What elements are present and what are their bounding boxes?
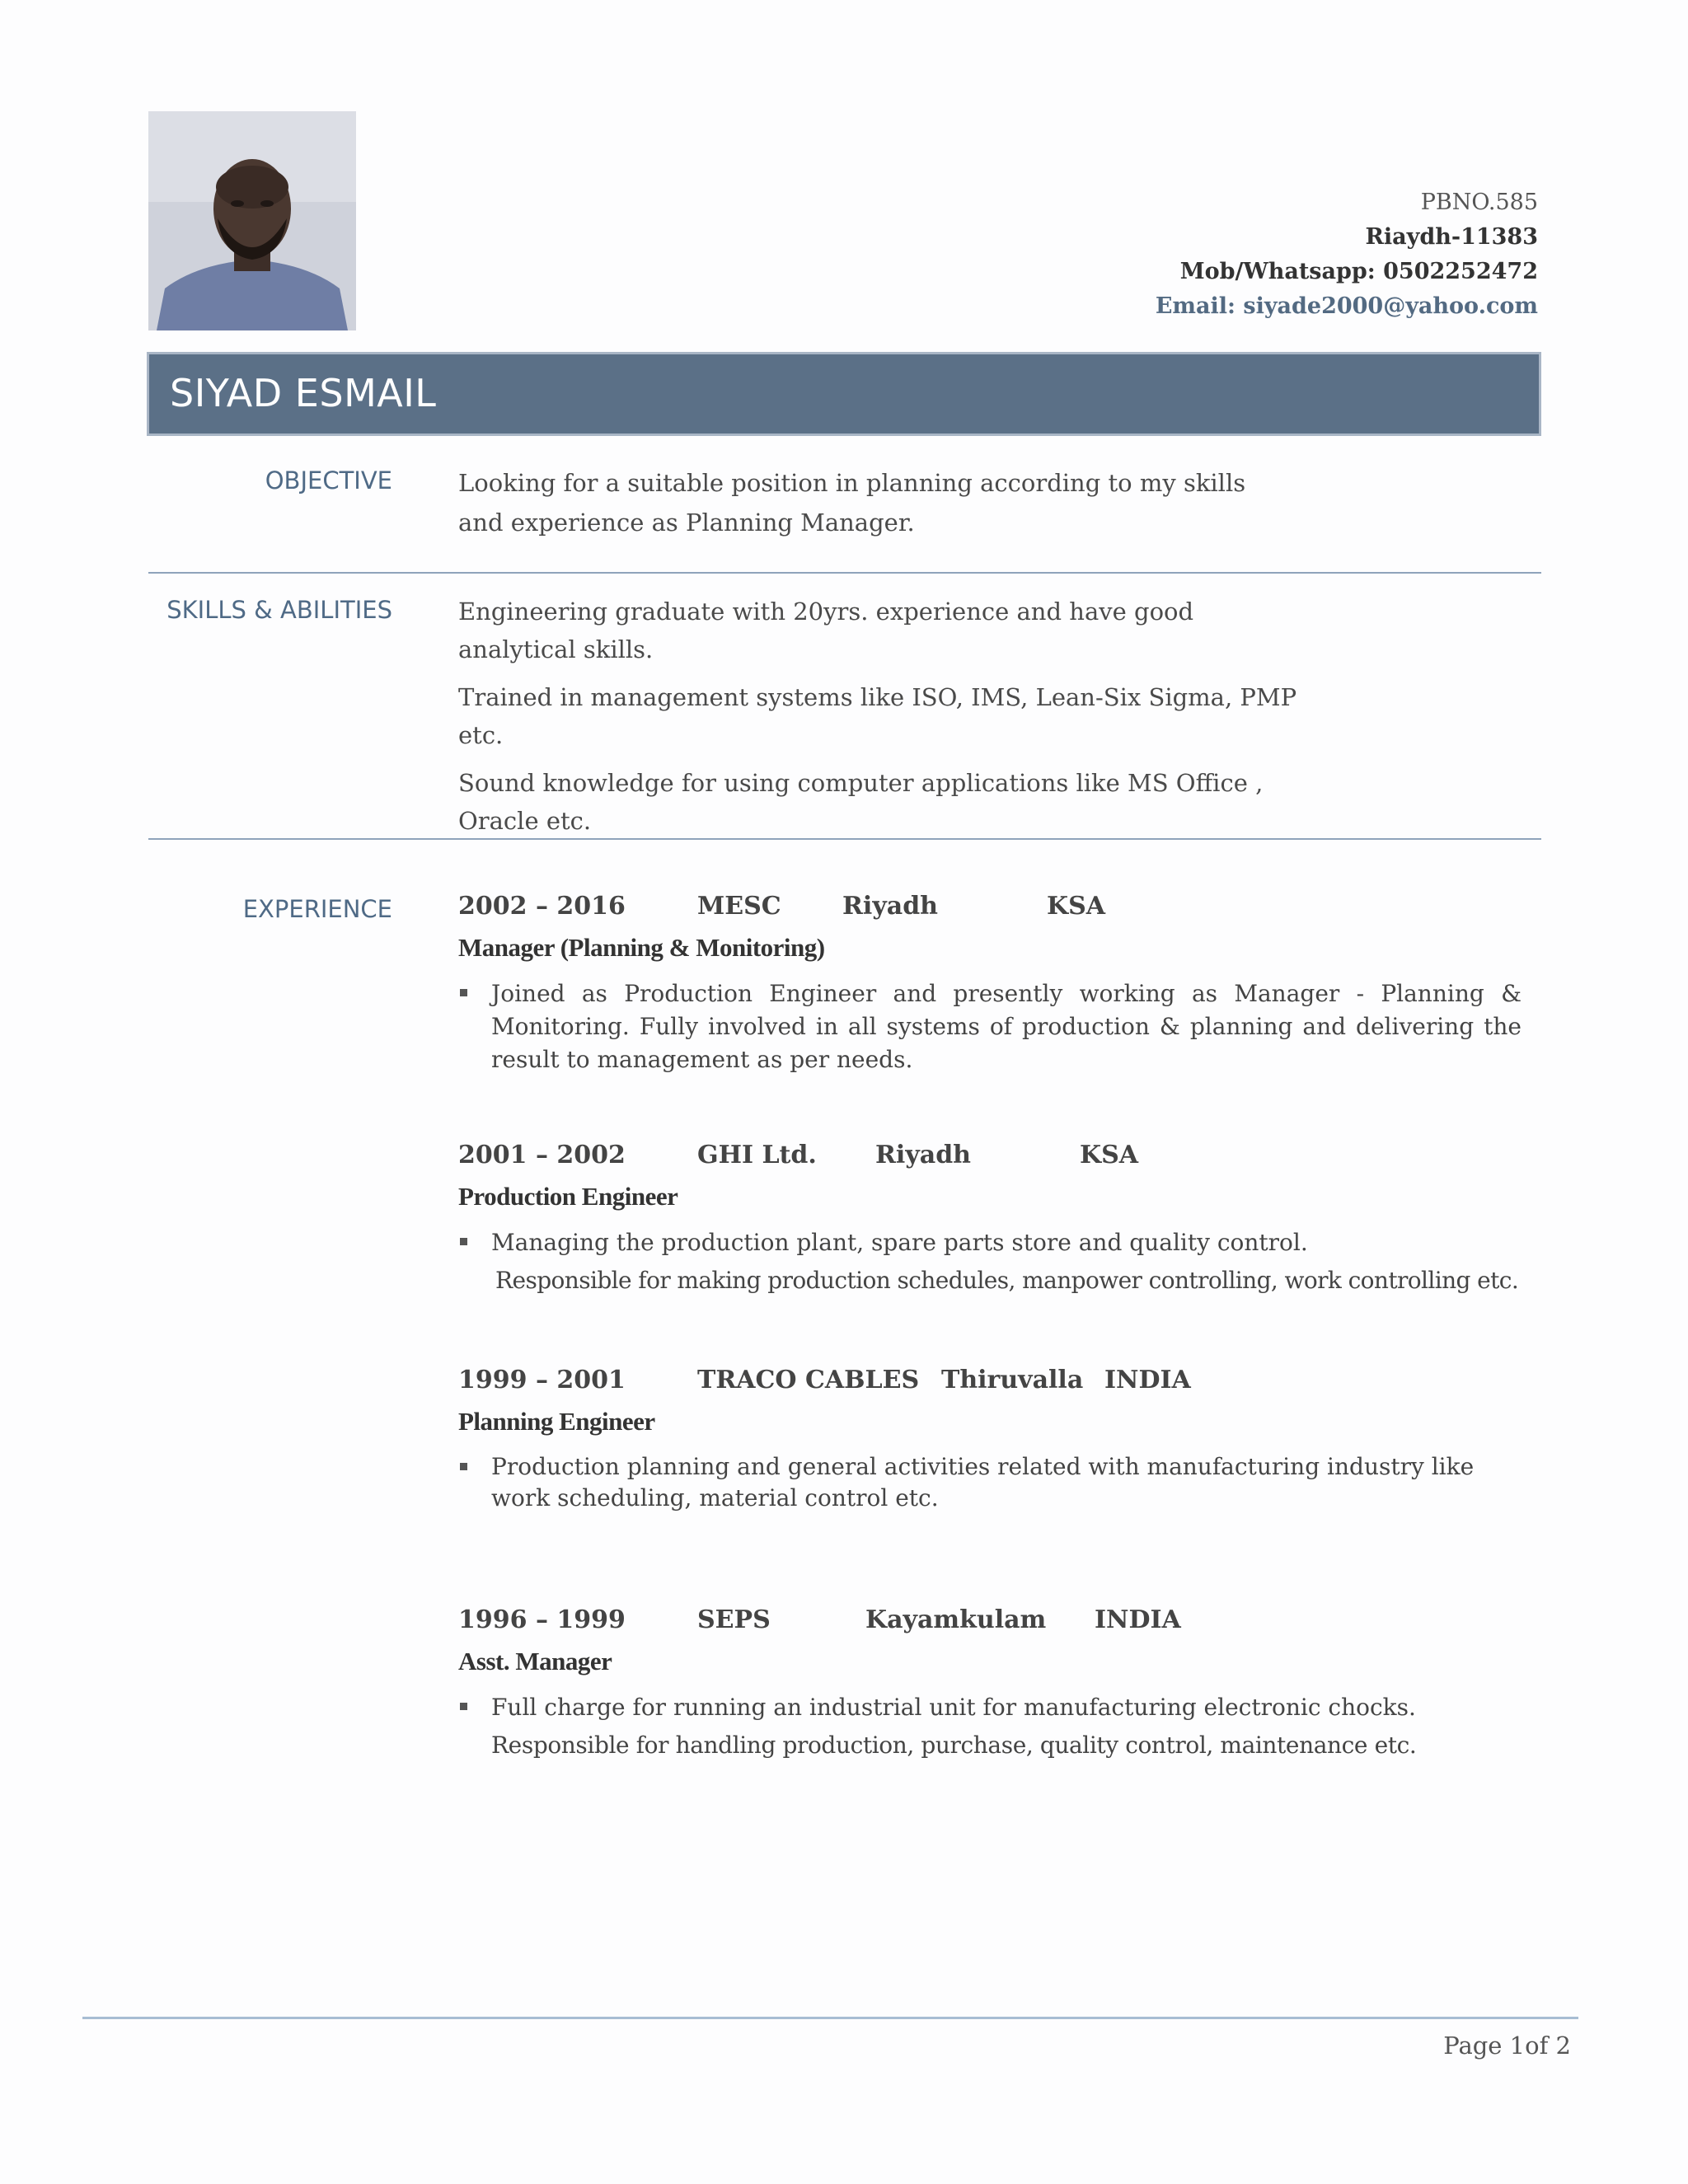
job-entry <box>458 892 1522 1076</box>
mobile-number: Mob/Whatsapp: 0502252472 <box>1179 259 1538 284</box>
job-bullet <box>458 1451 1522 1514</box>
job-entry <box>458 1605 1522 1762</box>
bullet-square-icon <box>460 1703 467 1710</box>
job-city: Thiruvalla <box>941 1366 1084 1394</box>
job-bullet-text: Production planning and general activities related with manufacturing industry like work scheduling, material control etc. <box>491 1453 1475 1511</box>
job-country: KSA <box>1047 892 1106 921</box>
job-bullet-text: Full charge for running an industrial unit for manufacturing electronic chocks. <box>491 1694 1416 1721</box>
section-divider <box>148 572 1541 574</box>
email-address: Email: siyade2000@yahoo.com <box>1155 293 1538 319</box>
job-city: Kayamkulam <box>865 1605 1047 1634</box>
job-extra-text: Responsible for handling production, purchase, quality control, maintenance etc. <box>491 1732 1417 1759</box>
skill-item: Engineering graduate with 20yrs. experience and have good analytical skills. <box>458 598 1194 663</box>
skill-item: Sound knowledge for using computer applications like MS Office , Oracle etc. <box>458 769 1264 835</box>
po-box: PBNO.585 <box>1420 190 1538 215</box>
skills-list <box>458 593 1307 850</box>
skill-item: Trained in management systems like ISO, IMS, Lean-Six Sigma, PMP etc. <box>458 683 1297 749</box>
job-entry <box>458 1141 1522 1297</box>
job-city: Riyadh <box>875 1141 971 1169</box>
contact-block <box>1156 185 1538 324</box>
job-bullet <box>458 1226 1522 1259</box>
job-bullet <box>458 977 1522 1076</box>
job-title: Production Engineer <box>458 1182 678 1211</box>
job-country: INDIA <box>1095 1605 1181 1634</box>
job-years: 1996 – 1999 <box>458 1605 626 1634</box>
section-divider <box>148 838 1541 840</box>
job-header <box>458 1141 1522 1180</box>
job-bullet-text: Managing the production plant, spare parts store and quality control. <box>491 1229 1308 1256</box>
job-company: TRACO CABLES <box>697 1366 920 1394</box>
job-country: INDIA <box>1104 1366 1191 1394</box>
job-entry <box>458 1366 1522 1514</box>
job-country: KSA <box>1080 1141 1139 1169</box>
job-title: Manager (Planning & Monitoring) <box>458 933 825 962</box>
bullet-square-icon <box>460 989 467 996</box>
objective-label: OBJECTIVE <box>265 466 392 494</box>
job-header <box>458 892 1522 931</box>
city: Riaydh-11383 <box>1365 224 1538 250</box>
job-company: MESC <box>697 892 781 921</box>
job-header <box>458 1605 1522 1645</box>
job-bullet-text: Joined as Production Engineer and presently working as Manager - Planning & Monitoring. Fully involved in all systems of production & planning and delivering the result to management as per needs. <box>491 980 1522 1073</box>
job-title: Planning Engineer <box>458 1407 655 1436</box>
profile-photo <box>148 111 356 330</box>
objective-text: Looking for a suitable position in planning according to my skills and experience as Planning Manager. <box>458 469 1246 537</box>
skills-label: SKILLS & ABILITIES <box>166 596 392 624</box>
job-years: 1999 – 2001 <box>458 1366 626 1394</box>
experience-label: EXPERIENCE <box>242 895 392 923</box>
job-company: GHI Ltd. <box>697 1141 817 1169</box>
job-years: 2001 – 2002 <box>458 1141 626 1169</box>
candidate-name: SIYAD ESMAIL <box>170 371 437 415</box>
job-years: 2002 – 2016 <box>458 892 626 921</box>
job-title: Asst. Manager <box>458 1647 612 1675</box>
job-city: Riyadh <box>842 892 938 921</box>
bullet-square-icon <box>460 1238 467 1245</box>
job-bullet <box>458 1691 1522 1724</box>
footer-divider <box>82 2017 1578 2019</box>
job-company: SEPS <box>697 1605 771 1634</box>
name-banner <box>147 352 1541 436</box>
job-header <box>458 1366 1522 1405</box>
bullet-square-icon <box>460 1463 467 1470</box>
job-extra-text: Responsible for making production schedules, manpower controlling, work controlling etc. <box>495 1267 1519 1294</box>
page-number: Page 1of 2 <box>1443 2032 1571 2060</box>
